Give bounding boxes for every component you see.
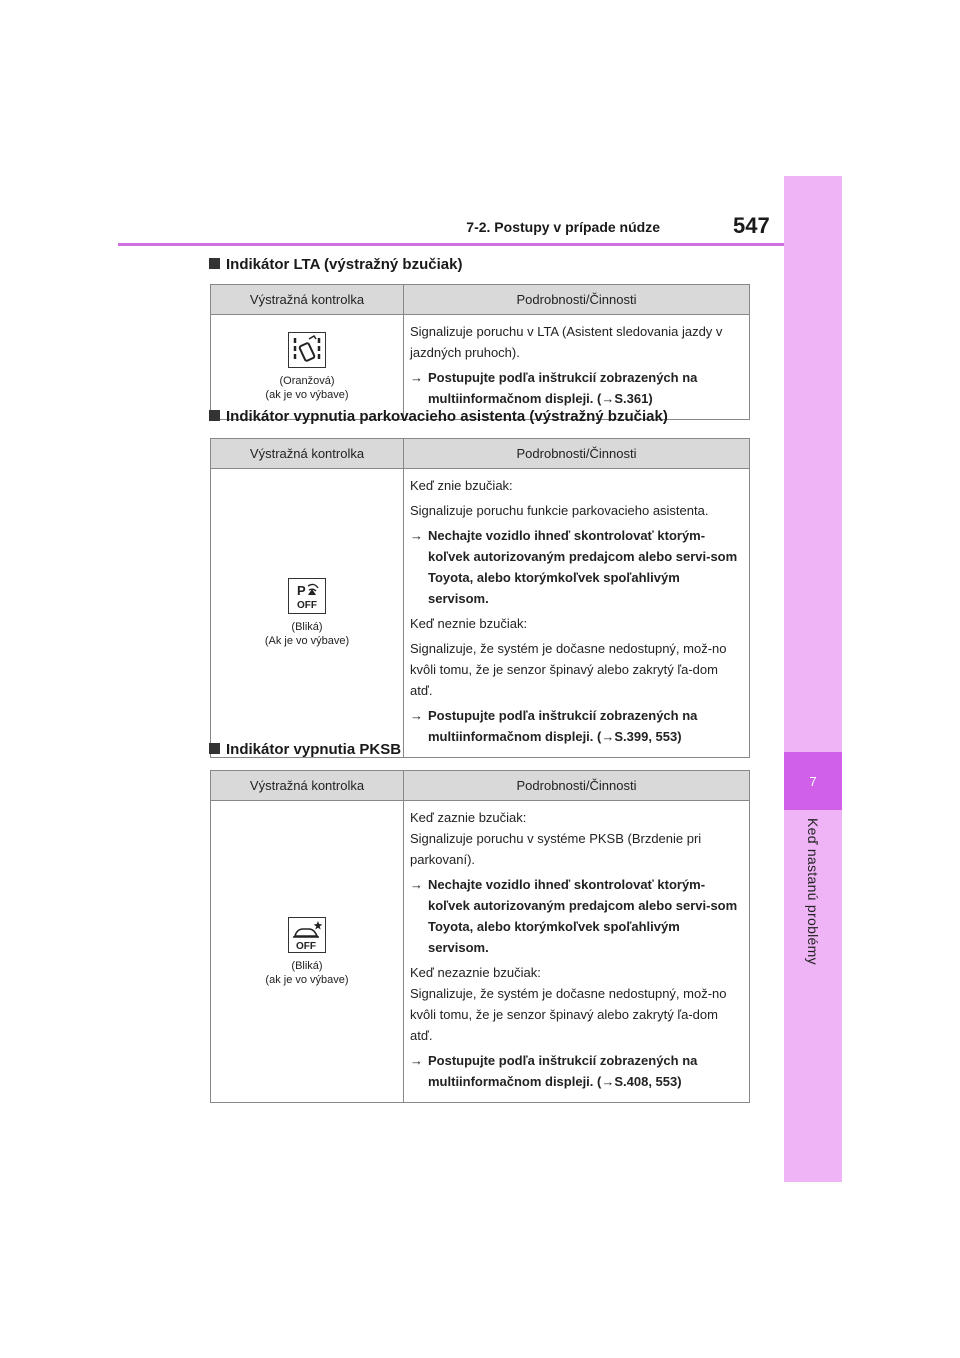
icon-note-equipment: (Ak je vo výbave) (264, 635, 350, 647)
chapter-number-tab[interactable] (784, 752, 842, 810)
page-reference-link[interactable]: S.408, 553) (614, 1074, 682, 1089)
pksb-warning-table (210, 770, 750, 1103)
description-text: Signalizuje poruchu v LTA (Asistent sledovania jazdy v jazdných pruhoch). (410, 324, 723, 360)
col-header-warning-light: Výstražná kontrolka (211, 771, 404, 801)
chapter-title-tab (784, 818, 842, 988)
col-header-warning-light: Výstražná kontrolka (211, 285, 404, 315)
p-letter: P (297, 583, 306, 598)
heading-parking-assist-text: Indikátor vypnutia parkovacieho asistenta (výstražný bzučiak) (226, 408, 668, 425)
heading-pksb (209, 741, 401, 758)
heading-lta (209, 256, 462, 273)
page-reference-link[interactable]: S.361) (614, 391, 653, 406)
icon-note-equipment: (ak je vo výbave) (265, 389, 349, 401)
ref-arrow-icon: → (601, 729, 615, 744)
col-header-details: Podrobnosti/Činnosti (404, 439, 750, 469)
action-instruction-2 (410, 1050, 743, 1092)
col-header-warning-light: Výstražná kontrolka (211, 439, 404, 469)
heading-lta-text: Indikátor LTA (výstražný bzučiak) (226, 256, 463, 273)
details-cell (404, 801, 750, 1103)
off-label: OFF (296, 940, 316, 952)
ref-arrow-icon: → (601, 1074, 615, 1089)
lta-warning-icon (288, 332, 326, 368)
heading-parking-assist (209, 408, 668, 425)
action-text: Postupujte podľa inštrukcií zobrazených na multiinformačnom displeji. ( (428, 1053, 698, 1089)
table-header-row (211, 285, 750, 315)
action-instruction (410, 367, 743, 409)
details-cell (404, 315, 750, 420)
condition-buzzer-off: Keď nezaznie bzučiak: (410, 965, 541, 980)
icon-note-color: (Oranžová) (279, 375, 335, 387)
arrow-icon: → (410, 1053, 423, 1068)
action-text: Postupujte podľa inštrukcií zobrazených na multiinformačnom displeji. ( (428, 708, 698, 744)
warning-light-cell (211, 469, 404, 758)
chapter-title: Keď nastanú problémy (805, 818, 821, 965)
bullet-square-icon (209, 743, 220, 754)
bullet-square-icon (209, 410, 220, 421)
condition-buzzer-on: Keď zaznie bzučiak: (410, 810, 527, 825)
action-instruction-2 (410, 705, 743, 747)
page-reference-link[interactable]: S.399, 553) (614, 729, 682, 744)
condition-buzzer-on: Keď znie bzučiak: (410, 478, 513, 493)
arrow-icon: → (410, 877, 423, 892)
pksb-off-icon (288, 917, 326, 953)
col-header-details: Podrobnosti/Činnosti (404, 285, 750, 315)
chapter-number: 7 (809, 773, 817, 789)
lta-warning-table (210, 284, 750, 420)
description-text-2: Signalizuje, že systém je dočasne nedostupný, mož-no kvôli tomu, že je senzor špinavý alebo zakrytý ľa-dom atď. (410, 641, 727, 698)
heading-pksb-text: Indikátor vypnutia PKSB (226, 741, 402, 758)
ref-arrow-icon: → (601, 391, 615, 406)
parking-assist-off-icon (288, 578, 326, 614)
section-title: 7-2. Postupy v prípade núdze (466, 219, 660, 235)
description-text: Signalizuje poruchu v systéme PKSB (Brzdenie pri parkovaní). (410, 831, 702, 867)
table-row (211, 469, 750, 758)
action-text: Postupujte podľa inštrukcií zobrazených na multiinformačnom displeji. ( (428, 370, 698, 406)
condition-buzzer-off: Keď neznie bzučiak: (410, 616, 528, 631)
action-text: Nechajte vozidlo ihneď skontrolovať ktorým-koľvek autorizovaným predajcom alebo servi-som Toyota, alebo ktorýmkoľvek spoľahlivým servisom. (428, 877, 738, 955)
warning-light-cell (211, 315, 404, 420)
table-header-row (211, 771, 750, 801)
action-text: Nechajte vozidlo ihneď skontrolovať ktorým-koľvek autorizovaným predajcom alebo servi-som Toyota, alebo ktorýmkoľvek spoľahlivým servisom. (428, 528, 738, 606)
icon-note-equipment: (ak je vo výbave) (265, 973, 349, 986)
arrow-icon: → (410, 708, 423, 723)
icon-note-blinking: (Bliká) (291, 959, 323, 972)
table-row (211, 801, 750, 1103)
warning-light-cell (211, 801, 404, 1103)
action-instruction (410, 874, 743, 958)
off-label: OFF (297, 600, 317, 611)
description-text-2: Signalizuje, že systém je dočasne nedostupný, mož-no kvôli tomu, že je senzor špinavý alebo zakrytý ľa-dom atď. (410, 986, 727, 1043)
arrow-icon: → (410, 370, 423, 385)
page-number: 547 (733, 213, 770, 238)
action-instruction (410, 525, 743, 609)
table-header-row (211, 439, 750, 469)
chapter-tab-strip (784, 176, 842, 1182)
details-cell (404, 469, 750, 758)
header-divider (118, 243, 784, 246)
parking-assist-warning-table (210, 438, 750, 758)
col-header-details: Podrobnosti/Činnosti (404, 771, 750, 801)
icon-note-blinking: (Bliká) (291, 621, 323, 633)
table-row (211, 315, 750, 420)
bullet-square-icon (209, 258, 220, 269)
arrow-icon: → (410, 528, 423, 543)
description-text: Signalizuje poruchu funkcie parkovacieho asistenta. (410, 503, 709, 518)
